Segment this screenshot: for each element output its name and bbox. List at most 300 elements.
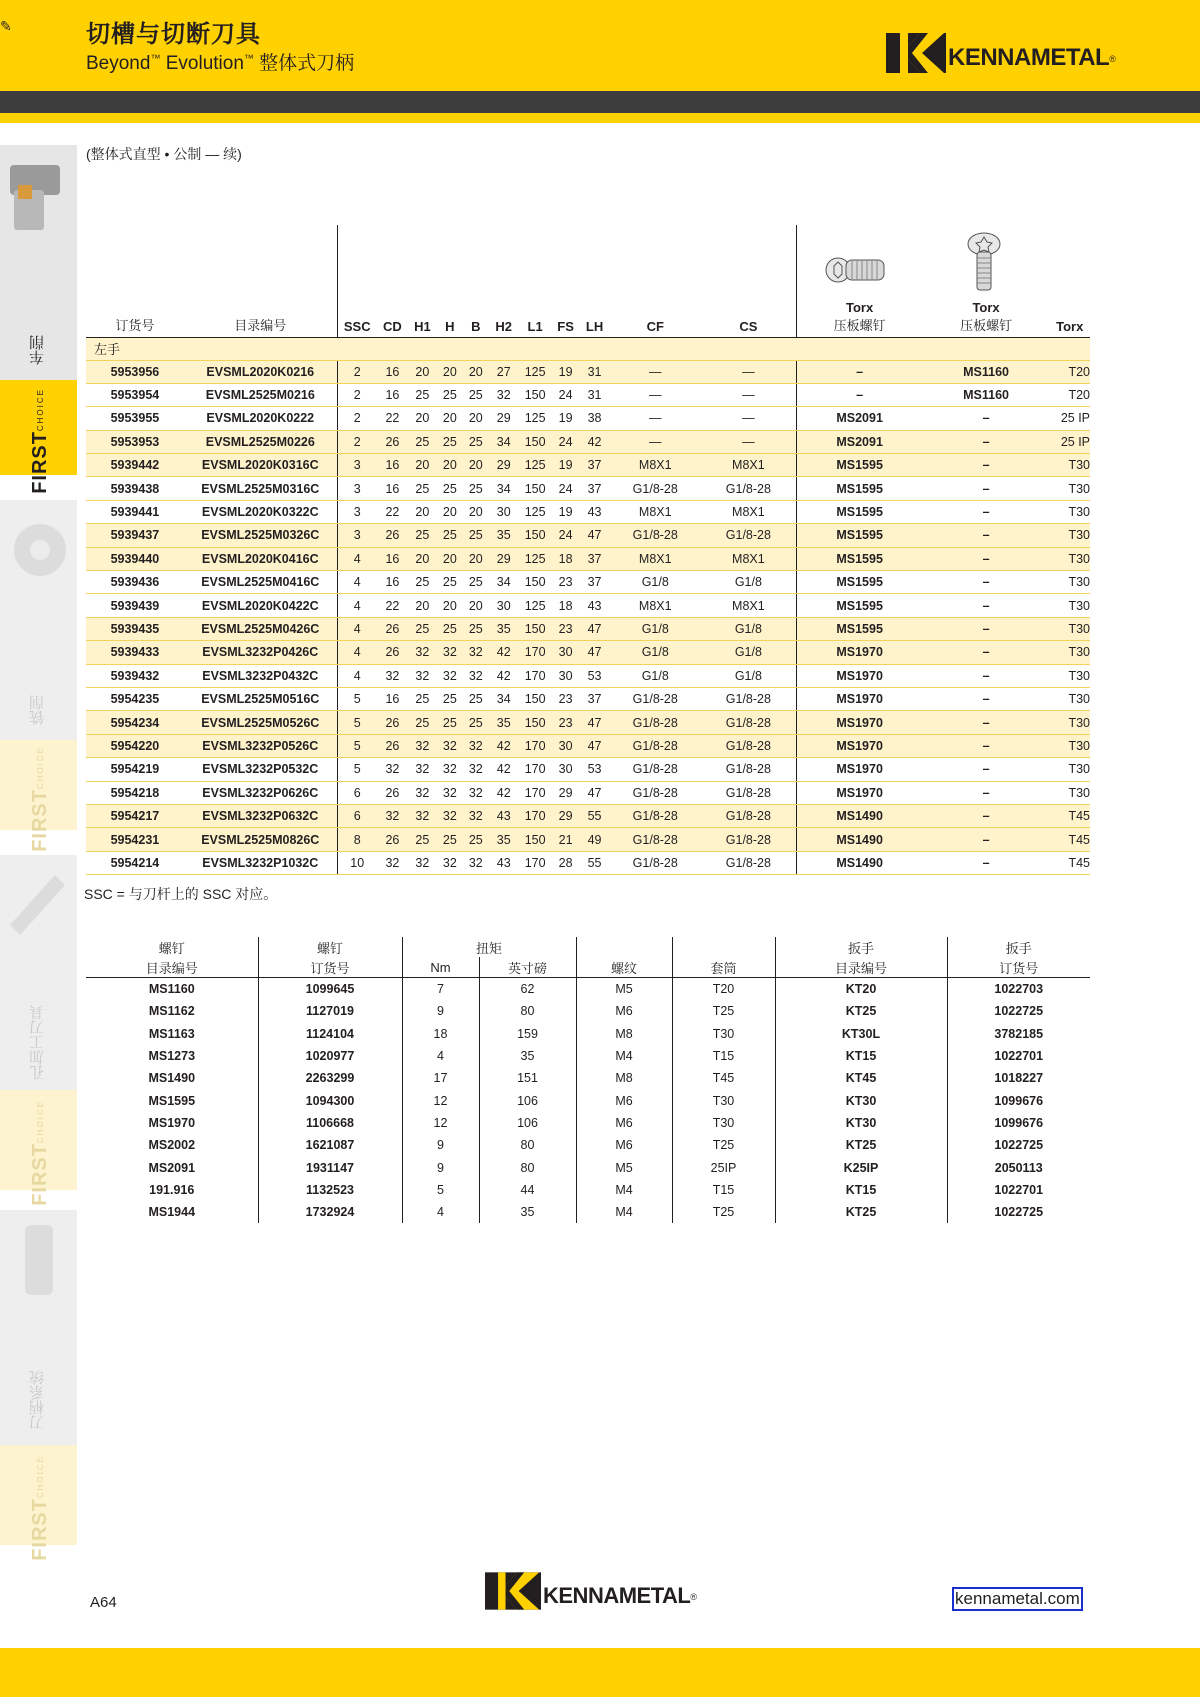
table-cell: 4	[402, 1201, 479, 1223]
table-cell: 32	[437, 734, 463, 757]
table-cell: T30	[1049, 758, 1090, 781]
table-cell: EVSML2020K0416C	[184, 547, 337, 570]
table-cell: 5953956	[86, 360, 184, 383]
table-cell: 16	[377, 454, 408, 477]
table-cell: –	[923, 664, 1050, 687]
table-cell: 37	[580, 547, 609, 570]
col-header: 订货号	[947, 957, 1090, 978]
table-cell: 150	[519, 617, 551, 640]
table-cell: KT45	[775, 1067, 947, 1089]
footer-kennametal-logo	[485, 1572, 697, 1610]
table-cell: EVSML3232P1032C	[184, 851, 337, 874]
table-cell: 32	[463, 734, 488, 757]
table-cell: KT25	[775, 1000, 947, 1022]
table-cell: EVSML3232P0432C	[184, 664, 337, 687]
first-text: FIRST	[29, 431, 51, 494]
table-cell: 16	[377, 360, 408, 383]
table-cell: 25	[463, 477, 488, 500]
col-header: LH	[580, 225, 609, 337]
col-header: H1	[408, 225, 436, 337]
table-cell: 23	[551, 687, 579, 710]
table-cell: MS1273	[86, 1045, 258, 1067]
table-cell: 5939442	[86, 454, 184, 477]
table-cell: 24	[551, 430, 579, 453]
table-cell: 20	[437, 360, 463, 383]
table-cell: 4	[337, 617, 376, 640]
col-header: 订货号	[258, 957, 402, 978]
col-header: CS	[701, 225, 796, 337]
table-cell: EVSML2020K0322C	[184, 500, 337, 523]
col-header	[672, 937, 775, 957]
table-cell: G1/8-28	[701, 477, 796, 500]
kennametal-k-icon	[485, 1572, 541, 1610]
table-cell: 25 IP	[1049, 430, 1090, 453]
table-cell: –	[923, 828, 1050, 851]
col-header: Nm	[402, 957, 479, 978]
sidebar-tab-tooling-systems[interactable]	[0, 1210, 77, 1445]
table-cell: 170	[519, 851, 551, 874]
col-header: 英寸磅	[479, 957, 576, 978]
table-cell: 42	[489, 781, 519, 804]
table-cell: 21	[551, 828, 579, 851]
table-cell: 125	[519, 360, 551, 383]
toolholder-table	[86, 225, 1090, 875]
table-cell: T30	[1049, 500, 1090, 523]
table-row	[86, 360, 1090, 383]
table-cell: M8X1	[701, 500, 796, 523]
table-cell: 29	[551, 804, 579, 827]
table-cell: 1106668	[258, 1112, 402, 1134]
table-cell: MS1970	[796, 687, 923, 710]
table-cell: 25	[408, 687, 436, 710]
table-row	[86, 641, 1090, 664]
table-cell: 125	[519, 594, 551, 617]
table-cell: T45	[1049, 804, 1090, 827]
sidebar-tab-turning[interactable]	[0, 145, 77, 380]
table-row	[86, 1023, 1090, 1045]
clamp-screw-label: 压板螺钉	[833, 317, 886, 333]
table-cell: M8X1	[609, 547, 701, 570]
table-cell: 30	[489, 500, 519, 523]
table-cell: 22	[377, 500, 408, 523]
table-cell: 43	[489, 804, 519, 827]
table-cell: G1/8-28	[609, 477, 701, 500]
table-cell: 25	[408, 571, 436, 594]
table-cell: G1/8	[609, 641, 701, 664]
table-cell: –	[796, 360, 923, 383]
table-cell: T45	[1049, 851, 1090, 874]
table-cell: G1/8-28	[609, 687, 701, 710]
col-header: H	[437, 225, 463, 337]
table-cell: 47	[580, 524, 609, 547]
table-cell: T30	[1049, 781, 1090, 804]
table-row	[86, 500, 1090, 523]
table-cell: 1094300	[258, 1089, 402, 1111]
table-cell: 20	[437, 454, 463, 477]
sidebar-tab-milling[interactable]	[0, 500, 77, 740]
table-cell: 47	[580, 781, 609, 804]
table-cell: M8	[576, 1067, 672, 1089]
table-cell: 38	[580, 407, 609, 430]
table-cell: MS1970	[796, 758, 923, 781]
table-cell: 49	[580, 828, 609, 851]
col-header: B	[463, 225, 488, 337]
table-cell: 30	[551, 734, 579, 757]
table-row	[86, 594, 1090, 617]
table-cell: 125	[519, 500, 551, 523]
table-cell: 5	[402, 1179, 479, 1201]
table-cell: 170	[519, 781, 551, 804]
table-cell: EVSML3232P0532C	[184, 758, 337, 781]
table-cell: 37	[580, 477, 609, 500]
table-cell: 150	[519, 828, 551, 851]
first-choice-badge	[0, 740, 77, 852]
table-cell: MS1595	[796, 524, 923, 547]
table-cell: KT25	[775, 1201, 947, 1223]
brand-name: KENNAMETAL	[543, 1583, 691, 1608]
table-cell: 151	[479, 1067, 576, 1089]
table-cell: MS2091	[796, 407, 923, 430]
table-cell: —	[701, 360, 796, 383]
table-cell: 5939437	[86, 524, 184, 547]
table-cell: EVSML2525M0516C	[184, 687, 337, 710]
table-cell: 18	[402, 1023, 479, 1045]
table-cell: 25	[408, 711, 436, 734]
table-cell: M8X1	[701, 547, 796, 570]
table-cell: T25	[672, 1134, 775, 1156]
table-cell: 47	[580, 641, 609, 664]
table-cell: 20	[408, 454, 436, 477]
clamp-screw-label: 压板螺钉	[960, 317, 1013, 333]
table-cell: 16	[377, 383, 408, 406]
registered-mark: ®	[690, 1592, 697, 1602]
col-header: 扳手	[775, 937, 947, 957]
col-header: 目录编号	[775, 957, 947, 978]
kennametal-logo	[886, 33, 1116, 73]
table-cell: –	[796, 383, 923, 406]
table-cell: 32	[489, 383, 519, 406]
table-cell: T30	[1049, 687, 1090, 710]
table-cell: KT15	[775, 1179, 947, 1201]
table-cell: 25	[408, 828, 436, 851]
table-cell: M4	[576, 1201, 672, 1223]
table-cell: —	[609, 360, 701, 383]
table-cell: 2050113	[994, 1160, 1043, 1175]
table-cell: 24	[551, 383, 579, 406]
col-header: CD	[377, 225, 408, 337]
table-cell: 53	[580, 758, 609, 781]
table-cell: 42	[489, 734, 519, 757]
table-row	[86, 477, 1090, 500]
table-cell: 8	[337, 828, 376, 851]
table-cell: 26	[377, 734, 408, 757]
table-cell: 20	[408, 360, 436, 383]
table-cell: 25	[437, 571, 463, 594]
table-cell: 6	[337, 804, 376, 827]
table-cell: 26	[377, 828, 408, 851]
col-header: 螺钉	[258, 937, 402, 957]
table-cell: M6	[576, 1089, 672, 1111]
col-header: 螺钉	[86, 937, 258, 957]
col-header: 订货号	[86, 225, 184, 337]
table-cell: 16	[377, 547, 408, 570]
table-cell: 25	[463, 571, 488, 594]
table-cell: 7	[402, 978, 479, 1001]
table-cell: 125	[519, 454, 551, 477]
table-cell: 5953953	[86, 430, 184, 453]
table-cell: MS1162	[86, 1000, 258, 1022]
table-cell: M4	[576, 1045, 672, 1067]
table-cell: 35	[489, 711, 519, 734]
table-cell: MS1595	[796, 617, 923, 640]
table-cell: 1931147	[258, 1156, 402, 1178]
table-cell: G1/8-28	[701, 524, 796, 547]
table-cell: 32	[377, 664, 408, 687]
table-cell: 1127019	[258, 1000, 402, 1022]
table-cell: 4	[337, 594, 376, 617]
table-cell: 80	[479, 1000, 576, 1022]
col-header: 套筒	[672, 957, 775, 978]
table-cell: T25	[672, 1000, 775, 1022]
table-cell: 19	[551, 407, 579, 430]
col-header	[576, 937, 672, 957]
table-cell: 5	[337, 758, 376, 781]
table-cell: 1020977	[258, 1045, 402, 1067]
footer-band	[0, 1648, 1200, 1697]
table-cell: 47	[580, 711, 609, 734]
header-yellow-stripe	[0, 113, 1200, 123]
table-cell: MS1970	[796, 641, 923, 664]
table-cell: MS1490	[86, 1067, 258, 1089]
table-cell: –	[923, 758, 1050, 781]
table-cell: 25	[408, 617, 436, 640]
table-row	[86, 547, 1090, 570]
table-cell: T20	[1049, 383, 1090, 406]
table-cell: 47	[580, 617, 609, 640]
table-cell: EVSML3232P0426C	[184, 641, 337, 664]
table-cell: T30	[1049, 547, 1090, 570]
table-cell: T15	[672, 1179, 775, 1201]
table-cell: MS1595	[86, 1089, 258, 1111]
table-cell: 29	[551, 781, 579, 804]
table-cell: MS2091	[796, 430, 923, 453]
ssc-footnote: SSC = 与刀杆上的 SSC 对应。	[84, 886, 278, 902]
table-cell: 150	[519, 430, 551, 453]
table-cell: 25	[463, 430, 488, 453]
table-row	[86, 524, 1090, 547]
table-cell: T30	[1049, 524, 1090, 547]
table-cell: MS1970	[796, 711, 923, 734]
table-cell: 25	[408, 383, 436, 406]
table-cell: 35	[489, 617, 519, 640]
table-cell: –	[923, 547, 1050, 570]
table-cell: 18	[551, 594, 579, 617]
table-cell: 31	[580, 360, 609, 383]
table-cell: 32	[463, 781, 488, 804]
table-cell: 16	[377, 477, 408, 500]
table-cell: 17	[402, 1067, 479, 1089]
table-cell: 26	[377, 617, 408, 640]
table-cell: 26	[377, 524, 408, 547]
table-cell: T30	[1049, 617, 1090, 640]
table-cell: 12	[402, 1089, 479, 1111]
table-cell: T30	[1049, 454, 1090, 477]
table-cell: T30	[1049, 477, 1090, 500]
table-cell: 5939438	[86, 477, 184, 500]
table-row	[86, 1089, 1090, 1111]
table-row	[86, 407, 1090, 430]
col-header: 目录编号	[86, 957, 258, 978]
table-cell: 5954234	[86, 711, 184, 734]
table-cell: 1124104	[258, 1023, 402, 1045]
table-cell: –	[923, 594, 1050, 617]
table-cell: 106	[479, 1112, 576, 1134]
col-header: H2	[489, 225, 519, 337]
first-choice-badge	[0, 1445, 77, 1561]
table-cell: 32	[437, 781, 463, 804]
table-cell: MS1160	[923, 360, 1050, 383]
col-header: 目录编号	[184, 225, 337, 337]
table-cell: 20	[437, 594, 463, 617]
table-cell: –	[923, 734, 1050, 757]
table-cell: 23	[551, 711, 579, 734]
table-cell: G1/8-28	[701, 851, 796, 874]
table-cell: MS1595	[796, 547, 923, 570]
table-row	[86, 711, 1090, 734]
table-cell: G1/8-28	[609, 804, 701, 827]
table-cell: EVSML2020K0216	[184, 360, 337, 383]
table-cell: G1/8-28	[609, 734, 701, 757]
table-cell: MS1160	[86, 978, 258, 1001]
table-cell: MS1595	[796, 571, 923, 594]
table-row	[86, 1067, 1090, 1089]
table-cell: –	[923, 641, 1050, 664]
group-row	[86, 337, 1090, 360]
table-cell: 80	[479, 1156, 576, 1178]
table-row	[86, 617, 1090, 640]
table-cell: –	[923, 524, 1050, 547]
table-cell: EVSML2525M0316C	[184, 477, 337, 500]
table-cell: MS1595	[796, 477, 923, 500]
sidebar-tab-holemaking[interactable]	[0, 855, 77, 1090]
table-cell: G1/8	[701, 617, 796, 640]
table-cell: M8X1	[701, 454, 796, 477]
table-cell: 32	[437, 804, 463, 827]
table-cell: 170	[519, 804, 551, 827]
table-cell: –	[923, 687, 1050, 710]
table-cell: 24	[551, 524, 579, 547]
table-cell: 34	[489, 687, 519, 710]
table-cell: –	[923, 571, 1050, 594]
table-row	[86, 454, 1090, 477]
table-cell: 35	[489, 524, 519, 547]
table-cell: 32	[408, 781, 436, 804]
table-cell: 25	[437, 711, 463, 734]
table-cell: 20	[437, 547, 463, 570]
table-cell: –	[923, 430, 1050, 453]
table-cell: 20	[463, 500, 488, 523]
sidebar-tab-label: 车削	[29, 335, 46, 365]
table-cell: MS2002	[86, 1134, 258, 1156]
table-cell: T25	[672, 1201, 775, 1223]
table-cell: 5954217	[86, 804, 184, 827]
sidebar-tab-label: 孔加工刀具	[29, 1005, 46, 1080]
table-cell: —	[609, 407, 701, 430]
table-row	[86, 1112, 1090, 1134]
table-cell: 1732924	[258, 1201, 402, 1223]
table-cell: 5939441	[86, 500, 184, 523]
table-cell: EVSML2020K0422C	[184, 594, 337, 617]
table-cell: G1/8-28	[701, 734, 796, 757]
table-cell: 150	[519, 383, 551, 406]
table-cell: 3782185	[994, 1026, 1044, 1041]
table-cell: M6	[576, 1134, 672, 1156]
table-cell: 24	[551, 477, 579, 500]
table-cell: 1022725	[994, 1004, 1044, 1019]
table-cell: 37	[580, 571, 609, 594]
table-cell: –	[923, 804, 1050, 827]
table-cell: 42	[489, 664, 519, 687]
table-cell: 1099676	[994, 1115, 1044, 1130]
table-cell: 5954218	[86, 781, 184, 804]
table-cell: 37	[580, 454, 609, 477]
table-row	[86, 1156, 1090, 1178]
table-cell: 19	[551, 500, 579, 523]
table-cell: 6	[337, 781, 376, 804]
table-row	[86, 978, 1090, 1001]
table-cell: 5	[337, 711, 376, 734]
table-cell: 159	[479, 1023, 576, 1045]
table-cell: 25	[437, 477, 463, 500]
table-cell: 4	[402, 1045, 479, 1067]
website-link[interactable]: kennametal.com	[952, 1587, 1083, 1611]
table-cell: EVSML2525M0526C	[184, 711, 337, 734]
table-cell: 170	[519, 758, 551, 781]
table-cell: MS1595	[796, 454, 923, 477]
table-cell: 170	[519, 641, 551, 664]
page-number: A64	[90, 1594, 117, 1611]
table-cell: T20	[672, 978, 775, 1001]
table-cell: MS1970	[796, 664, 923, 687]
milling-tool-icon	[0, 500, 77, 600]
table-row	[86, 1201, 1090, 1223]
table-cell: G1/8-28	[609, 758, 701, 781]
table-cell: 9	[402, 1156, 479, 1178]
table-cell: 32	[463, 851, 488, 874]
table-cell: KT30	[775, 1112, 947, 1134]
table-cell: 20	[463, 454, 488, 477]
note-icon[interactable]: ✎	[0, 18, 12, 34]
table-cell: G1/8-28	[609, 524, 701, 547]
first-text: FIRST	[29, 1143, 51, 1206]
table-cell: —	[609, 383, 701, 406]
table-cell: MS1595	[796, 500, 923, 523]
table-cell: 25	[463, 524, 488, 547]
table-cell: 5939432	[86, 664, 184, 687]
table-cell: 37	[580, 687, 609, 710]
turning-tool-icon	[0, 145, 77, 265]
table-cell: 32	[437, 851, 463, 874]
table-cell: 170	[519, 664, 551, 687]
table-cell: G1/8	[609, 571, 701, 594]
table-cell: 5954219	[86, 758, 184, 781]
table-cell: 30	[551, 664, 579, 687]
table-cell: 18	[551, 547, 579, 570]
table-cell: 25	[463, 828, 488, 851]
screw-wrench-table	[86, 937, 1090, 1223]
table-cell: 26	[377, 711, 408, 734]
table-cell: 32	[377, 851, 408, 874]
